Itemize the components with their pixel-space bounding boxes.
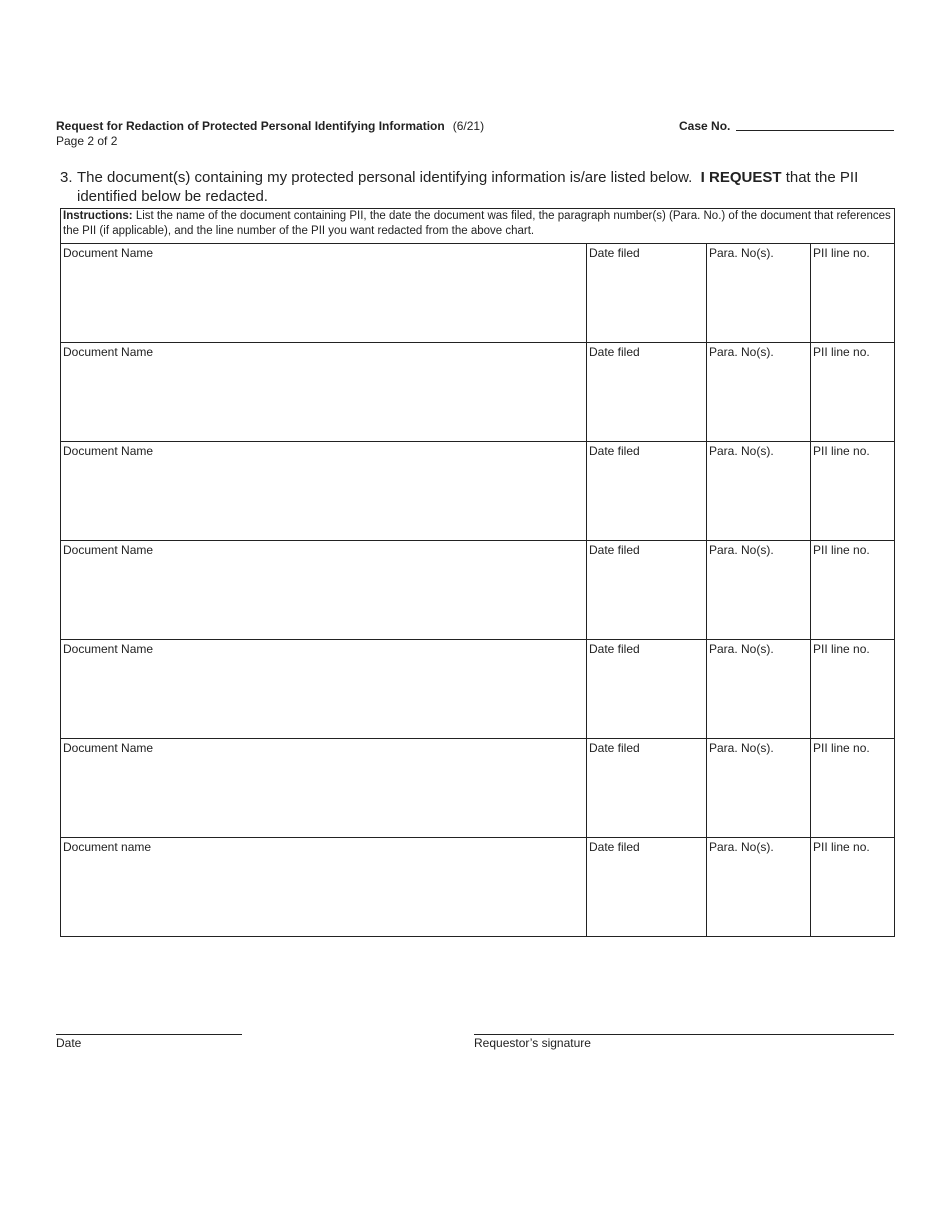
table-row [61,541,895,640]
para-no-cell[interactable]: Para. No(s). [707,343,811,442]
pii-line-no-cell[interactable]: PII line no. [811,739,895,838]
date-filed-cell[interactable]: Date filed [587,244,707,343]
item-3-number: 3. [60,169,73,186]
pii-line-no-cell[interactable]: PII line no. [811,343,895,442]
document-name-cell[interactable]: Document Name [61,244,587,343]
table-row [61,244,895,343]
date-filed-cell[interactable]: Date filed [587,640,707,739]
table-row [61,739,895,838]
table-row [61,838,895,937]
case-number-field[interactable] [736,130,894,131]
document-name-cell[interactable]: Document Name [61,343,587,442]
para-no-cell[interactable]: Para. No(s). [707,442,811,541]
instructions [61,209,895,244]
pii-line-no-cell[interactable]: PII line no. [811,541,895,640]
document-name-cell[interactable]: Document Name [61,739,587,838]
date-filed-cell[interactable]: Date filed [587,838,707,937]
para-no-cell[interactable]: Para. No(s). [707,640,811,739]
table-row [61,640,895,739]
date-filed-cell[interactable]: Date filed [587,442,707,541]
form-title-text: Request for Redaction of Protected Personal Identifying Information [56,119,445,133]
table-row [61,442,895,541]
pii-line-no-cell[interactable]: PII line no. [811,244,895,343]
form-title [56,119,484,133]
pii-line-no-cell[interactable]: PII line no. [811,838,895,937]
item-3-bold: I REQUEST [700,169,782,186]
case-number-label: Case No. [679,119,731,133]
pii-line-no-cell[interactable]: PII line no. [811,442,895,541]
page-number: Page 2 of 2 [56,134,118,148]
date-field[interactable] [56,1034,242,1035]
item-3-text-before: The document(s) containing my protected personal identifying information is/are listed below. [77,169,693,186]
requestor-signature-label: Requestor’s signature [474,1036,591,1050]
requestor-signature-field[interactable] [474,1034,894,1035]
item-3-text-after: that the PII identified below be redacted. [77,169,859,205]
table-row [61,343,895,442]
item-3-text [77,168,894,206]
date-filed-cell[interactable]: Date filed [587,343,707,442]
para-no-cell[interactable]: Para. No(s). [707,739,811,838]
date-filed-cell[interactable]: Date filed [587,541,707,640]
document-name-cell[interactable]: Document Name [61,442,587,541]
document-name-cell[interactable]: Document Name [61,640,587,739]
document-name-cell[interactable]: Document name [61,838,587,937]
document-name-cell[interactable]: Document Name [61,541,587,640]
para-no-cell[interactable]: Para. No(s). [707,838,811,937]
date-filed-cell[interactable]: Date filed [587,739,707,838]
form-revision: (6/21) [452,119,485,133]
para-no-cell[interactable]: Para. No(s). [707,244,811,343]
instructions-label: Instructions: [63,210,133,222]
date-label: Date [56,1036,82,1050]
instructions-text: List the name of the document containing PII, the date the document was filed, the paragraph number(s) (Para. No.) of the document that references the PII (if applicable), and the line number of the PII you want redacted from the above chart. [63,210,891,237]
pii-table [60,208,895,937]
para-no-cell[interactable]: Para. No(s). [707,541,811,640]
pii-line-no-cell[interactable]: PII line no. [811,640,895,739]
